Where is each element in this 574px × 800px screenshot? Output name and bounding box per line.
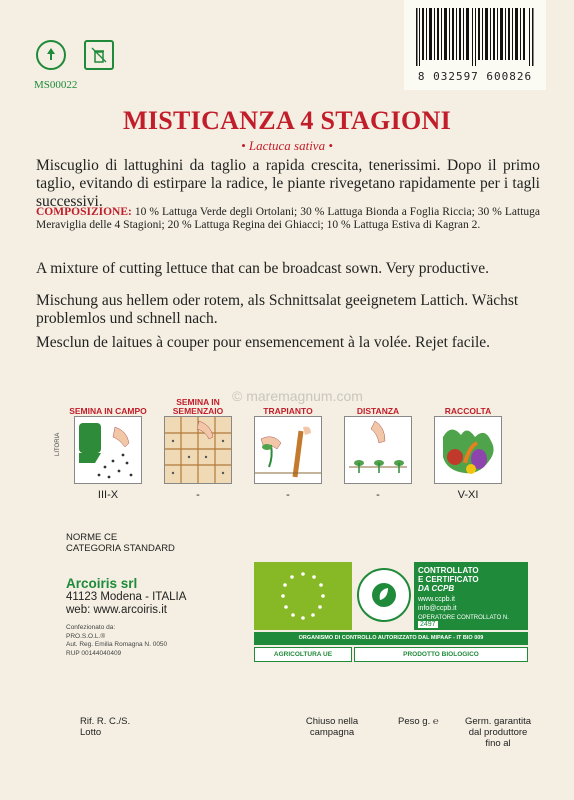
packer-line: Aut. Reg. Emilia Romagna N. 0050 — [66, 641, 168, 648]
germ-line: dal produttore — [468, 727, 528, 738]
eu-agriculture-label: AGRICOLTURA UE — [254, 647, 352, 662]
peso-label: Peso g. ℮ — [398, 716, 439, 727]
germ-line: Germ. garantita — [465, 716, 531, 727]
step-harvest — [429, 394, 507, 501]
step-date: V-XI — [457, 489, 479, 501]
transplant-illustration — [254, 416, 322, 484]
cert-line: CONTROLLATO — [418, 566, 479, 575]
product-title: MISTICANZA 4 STAGIONI — [123, 106, 451, 135]
category-line: CATEGORIA STANDARD — [66, 543, 175, 554]
germ-line: fino al — [485, 738, 511, 749]
step-sowing-seedbed — [159, 394, 237, 501]
description-de: Mischung aus hellem oder rotem, als Schnittsalat geeignetem Lattich. Wächst problemlos und schnell nach. — [36, 292, 519, 327]
operator-line — [414, 613, 528, 628]
step-date: III-X — [97, 489, 119, 501]
company-web: web: www.arcoiris.it — [66, 604, 167, 616]
operator-label: OPERATORE CONTROLLATO N. — [418, 615, 509, 621]
seedbed-illustration — [164, 416, 232, 484]
litoria-label: LITORIA — [55, 432, 61, 456]
watermark: © maremagnum.com — [232, 388, 363, 404]
rif-label: Rif. R. C./S. — [80, 716, 131, 727]
company-name: Arcoiris srl — [66, 576, 138, 591]
header-icons — [36, 40, 114, 70]
packer-info — [66, 624, 167, 658]
step-sowing-field — [69, 394, 147, 501]
waste-bin-icon — [84, 40, 114, 70]
organic-product-label: PRODOTTO BIOLOGICO — [354, 647, 528, 662]
composition-text: 10 % Lattuga Verde degli Ortolani; 30 % Lattuga Bionda a Foglia Riccia; 30 % Lattuga Meraviglia delle 4 Stagioni; 20 % Lattuga Regina dei Ghiacci; 10 % Lattuga Estiva di Kagran 2. — [36, 206, 540, 231]
organic-certification — [254, 562, 528, 662]
description-it: Miscuglio di lattughini da taglio a rapida crescita, tenerissimi. Dopo il primo taglio, evitando di estirpare la radice, le piante rivegetano rapidamente per i tagli successivi. — [36, 157, 540, 210]
cert-web: www.ccpb.it — [418, 596, 455, 603]
chiuso-line: Chiuso nella — [305, 716, 359, 727]
lotto-label: Lotto — [80, 727, 102, 738]
organic-control-seal — [356, 564, 412, 626]
latin-name: • Lactuca sativa • — [241, 138, 333, 153]
step-date: - — [196, 489, 200, 501]
packer-line: PRO.S.O.L.® — [66, 632, 106, 640]
distance-illustration — [344, 416, 412, 484]
recycle-icon — [36, 40, 66, 70]
step-distance — [339, 394, 417, 501]
rif-block — [80, 716, 130, 738]
cert-line: DA CCPB — [418, 584, 455, 593]
cert-email: info@ccpb.it — [418, 605, 457, 612]
packer-line: Confezionato da: — [66, 624, 116, 631]
composition-label: COMPOSIZIONE: — [36, 206, 132, 218]
norme-block — [66, 532, 175, 554]
certifier-panel — [414, 562, 528, 630]
chiuso-line: campagna — [309, 727, 355, 738]
cert-line: E CERTIFICATO — [418, 575, 479, 584]
step-label: SEMINA IN SEMENZAIO — [172, 397, 224, 416]
norme-line: NORME CE — [66, 532, 118, 543]
sowing-field-illustration — [74, 416, 142, 484]
germ-block — [452, 716, 544, 749]
step-label: RACCOLTA — [444, 406, 492, 416]
product-code: MS00022 — [34, 79, 78, 91]
composition — [36, 206, 540, 232]
step-label: SEMINA IN CAMPO — [69, 406, 147, 416]
chiuso-block — [290, 716, 374, 738]
step-date: - — [286, 489, 290, 501]
eu-leaf-icon — [254, 562, 352, 630]
barcode — [404, 0, 546, 90]
description-en: A mixture of cutting lettuce that can be broadcast sown. Very productive. — [36, 260, 489, 277]
step-transplant — [249, 394, 327, 501]
control-body-line: ORGANISMO DI CONTROLLO AUTORIZZATO DAL MIPAAF - IT BIO 009 — [254, 632, 528, 645]
eu-organic-logo — [254, 562, 352, 630]
step-label: DISTANZA — [356, 406, 400, 416]
step-date: - — [376, 489, 380, 501]
barcode-number: 8 032597 600826 — [417, 70, 533, 83]
barcode-bars — [416, 8, 534, 66]
description-fr: Mesclun de laitues à couper pour ensemencement à la volée. Rejet facile. — [36, 334, 491, 351]
operator-number: 2497 — [420, 621, 436, 628]
company-block — [66, 576, 186, 617]
packer-line: RUP 00144040409 — [66, 649, 122, 657]
harvest-illustration — [434, 416, 502, 484]
step-label: TRAPIANTO — [263, 406, 313, 416]
company-address: 41123 Modena - ITALIA — [66, 591, 187, 603]
